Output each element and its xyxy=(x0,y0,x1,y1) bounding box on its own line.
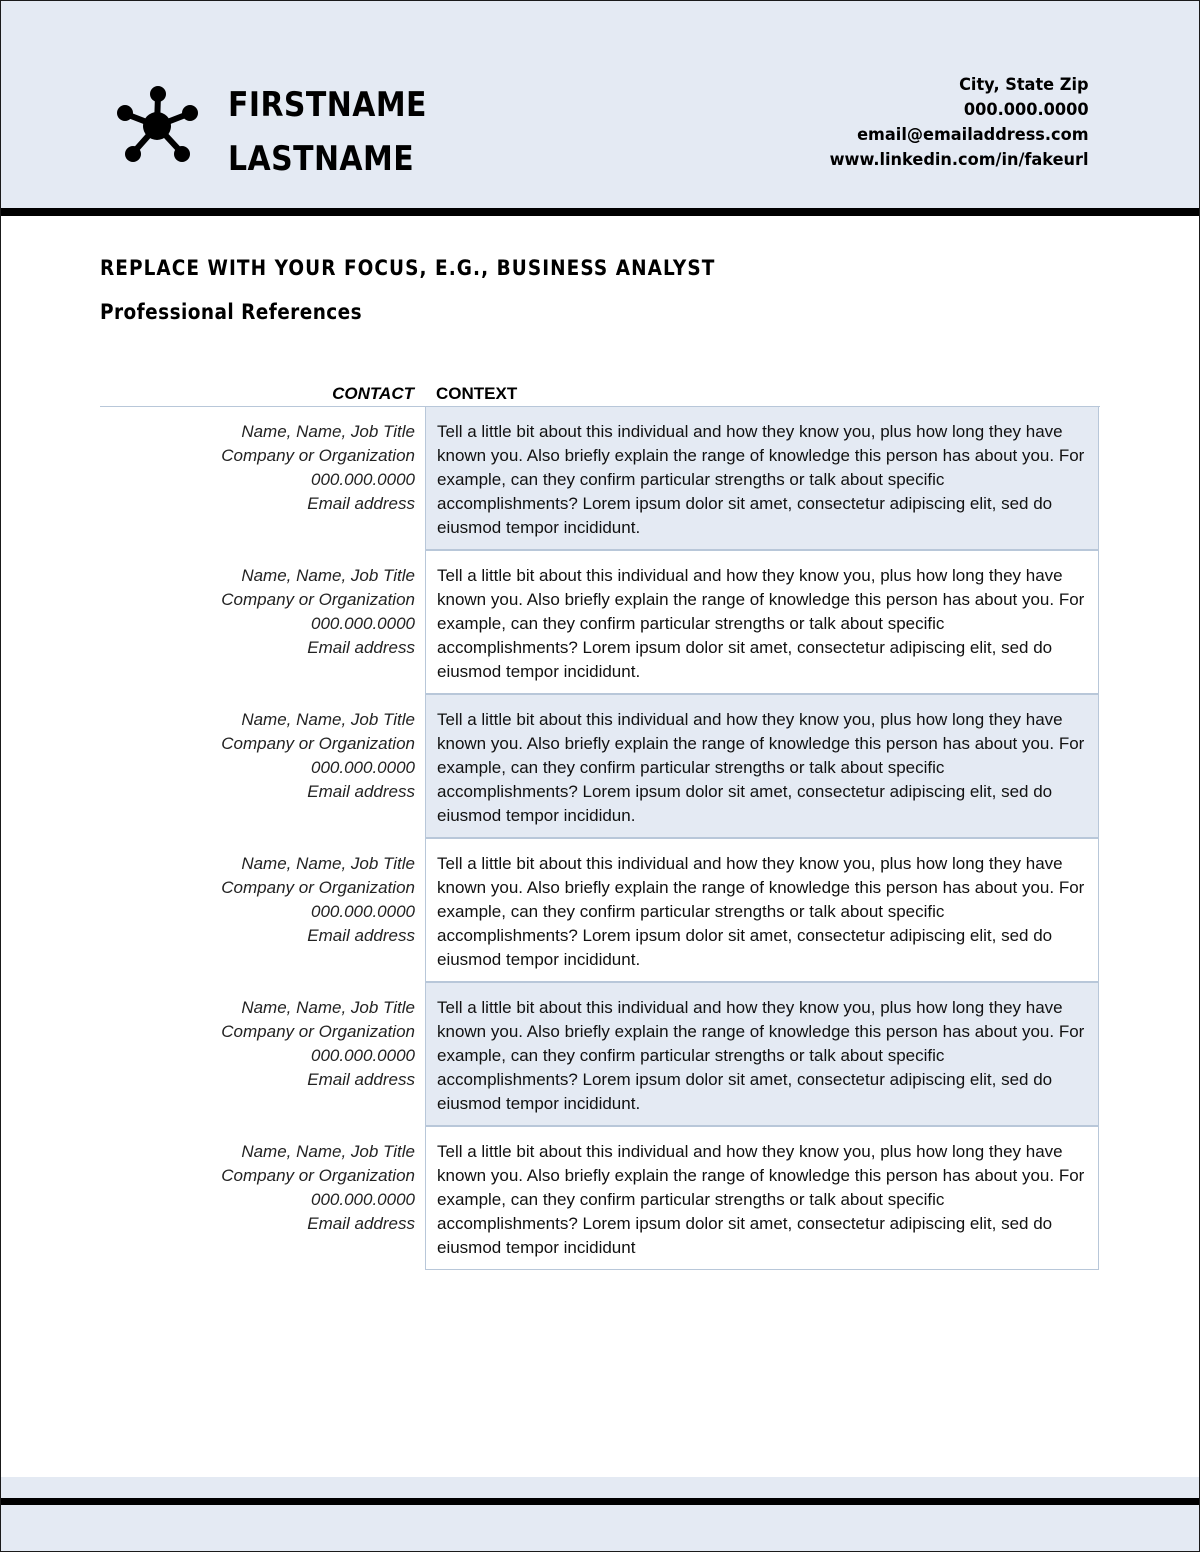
reference-email: Email address xyxy=(307,1214,415,1233)
reference-email: Email address xyxy=(307,926,415,945)
reference-name: Name, Name, Job Title xyxy=(241,854,415,873)
table-row xyxy=(100,983,1100,1127)
reference-name: Name, Name, Job Title xyxy=(241,710,415,729)
table-row xyxy=(100,1127,1100,1271)
column-header-context: CONTEXT xyxy=(436,384,518,403)
reference-contact xyxy=(100,983,415,1092)
reference-contact xyxy=(100,839,415,948)
reference-context: Tell a little bit about this individual and how they know you, plus how long they have known you. Also briefly explain the range of knowledge this person has about you. For example, can they confirm particular strengths or talk about specific accomplishments? Lorem ipsum dolor sit amet, consectetur adipiscing elit, sed do eiusmod tempor incididunt xyxy=(425,1126,1099,1270)
reference-context: Tell a little bit about this individual and how they know you, plus how long they have known you. Also briefly explain the range of knowledge this person has about you. For example, can they confirm particular strengths or talk about specific accomplishments? Lorem ipsum dolor sit amet, consectetur adipiscing elit, sed do eiusmod tempor incididunt. xyxy=(425,838,1099,982)
city-state-zip: City, State Zip xyxy=(959,75,1089,95)
reference-phone: 000.000.0000 xyxy=(311,470,415,489)
reference-company: Company or Organization xyxy=(221,590,415,609)
network-hub-icon xyxy=(116,84,202,164)
reference-phone: 000.000.0000 xyxy=(311,902,415,921)
reference-phone: 000.000.0000 xyxy=(311,758,415,777)
header-rule xyxy=(0,208,1200,216)
footer-band-top xyxy=(1,1477,1199,1499)
reference-email: Email address xyxy=(307,782,415,801)
table-row xyxy=(100,839,1100,983)
reference-contact xyxy=(100,695,415,804)
section-title: Professional References xyxy=(100,300,363,324)
reference-email: Email address xyxy=(307,1070,415,1089)
contact-info xyxy=(830,73,1089,173)
reference-name: Name, Name, Job Title xyxy=(241,998,415,1017)
reference-company: Company or Organization xyxy=(221,1022,415,1041)
reference-phone: 000.000.0000 xyxy=(311,614,415,633)
footer-band-bottom xyxy=(1,1505,1199,1551)
focus-title: REPLACE WITH YOUR FOCUS, E.G., BUSINESS ANALYST xyxy=(100,256,716,280)
reference-company: Company or Organization xyxy=(221,878,415,897)
column-header-contact: CONTACT xyxy=(332,384,414,403)
linkedin-url[interactable]: www.linkedin.com/in/fakeurl xyxy=(830,150,1089,170)
reference-company: Company or Organization xyxy=(221,1166,415,1185)
reference-phone: 000.000.0000 xyxy=(311,1046,415,1065)
reference-name: Name, Name, Job Title xyxy=(241,566,415,585)
reference-email: Email address xyxy=(307,494,415,513)
reference-context: Tell a little bit about this individual and how they know you, plus how long they have known you. Also briefly explain the range of knowledge this person has about you. For example, can they confirm particular strengths or talk about specific accomplishments? Lorem ipsum dolor sit amet, consectetur adipiscing elit, sed do eiusmod tempor incididunt. xyxy=(425,406,1099,550)
reference-context: Tell a little bit about this individual and how they know you, plus how long they have known you. Also briefly explain the range of knowledge this person has about you. For example, can they confirm particular strengths or talk about specific accomplishments? Lorem ipsum dolor sit amet, consectetur adipiscing elit, sed do eiusmod tempor incididunt. xyxy=(425,550,1099,694)
reference-context: Tell a little bit about this individual and how they know you, plus how long they have known you. Also briefly explain the range of knowledge this person has about you. For example, can they confirm particular strengths or talk about specific accomplishments? Lorem ipsum dolor sit amet, consectetur adipiscing elit, sed do eiusmod tempor incididunt. xyxy=(425,982,1099,1126)
reference-email: Email address xyxy=(307,638,415,657)
reference-name: Name, Name, Job Title xyxy=(241,422,415,441)
reference-contact xyxy=(100,407,415,516)
reference-context: Tell a little bit about this individual and how they know you, plus how long they have known you. Also briefly explain the range of knowledge this person has about you. For example, can they confirm particular strengths or talk about specific accomplishments? Lorem ipsum dolor sit amet, consectetur adipiscing elit, sed do eiusmod tempor incididun. xyxy=(425,694,1099,838)
reference-phone: 000.000.0000 xyxy=(311,1190,415,1209)
first-name: FIRSTNAME xyxy=(228,85,427,125)
reference-contact xyxy=(100,551,415,660)
reference-contact xyxy=(100,1127,415,1236)
footer-rule xyxy=(0,1498,1200,1505)
reference-name: Name, Name, Job Title xyxy=(241,1142,415,1161)
references-table xyxy=(100,407,1100,1271)
table-row xyxy=(100,551,1100,695)
phone-number: 000.000.0000 xyxy=(964,100,1089,120)
candidate-name xyxy=(228,78,427,186)
reference-company: Company or Organization xyxy=(221,446,415,465)
table-row xyxy=(100,407,1100,551)
email-address[interactable]: email@emailaddress.com xyxy=(857,125,1089,145)
last-name: LASTNAME xyxy=(228,139,415,179)
reference-company: Company or Organization xyxy=(221,734,415,753)
table-row xyxy=(100,695,1100,839)
